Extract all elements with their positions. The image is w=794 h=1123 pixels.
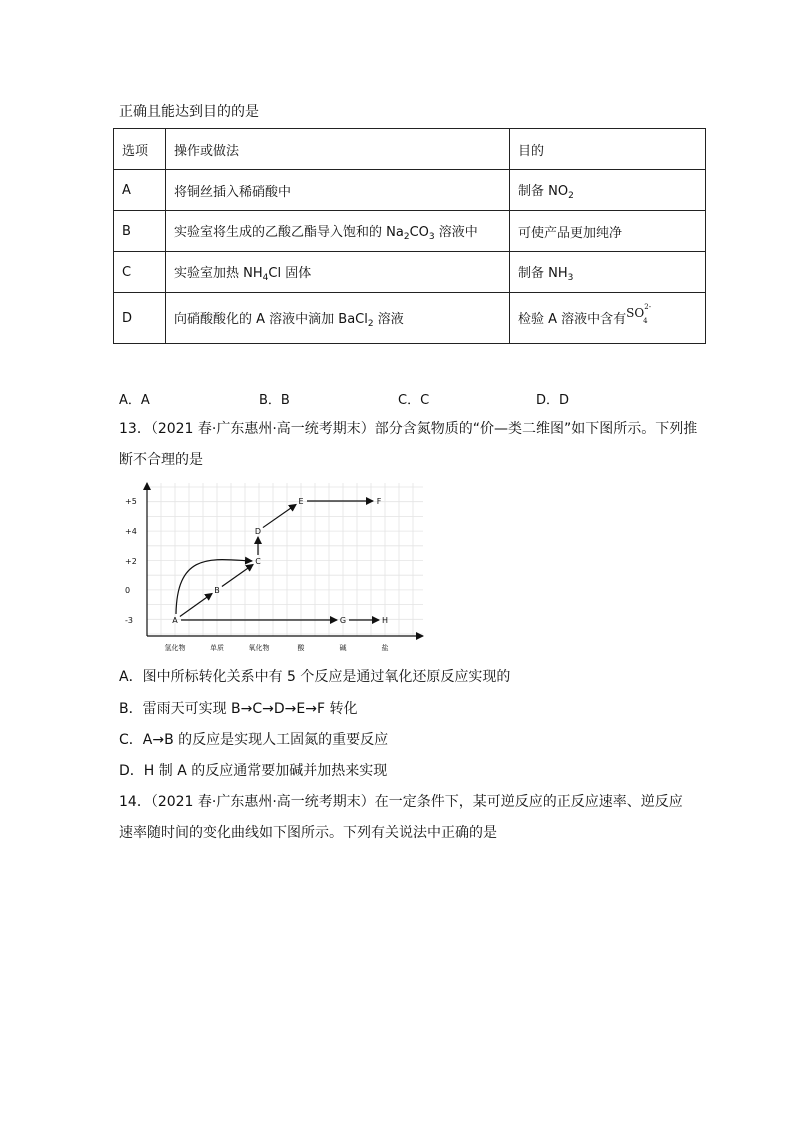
row-option: B <box>114 211 166 252</box>
row-purpose: 可使产品更加纯净 <box>510 211 706 252</box>
q14-stem-line2: 速率随时间的变化曲线如下图所示。下列有关说法中正确的是 <box>119 825 497 841</box>
row-option: A <box>114 170 166 211</box>
x-tick-label: 氢化物 <box>164 644 186 652</box>
row-operation: 向硝酸酸化的 A 溶液中滴加 BaCl$_2$ 溶液 <box>166 293 510 344</box>
y-tick-label: +4 <box>125 527 137 536</box>
options-table <box>113 128 706 344</box>
table-row <box>114 252 706 293</box>
row-option: D <box>114 293 166 344</box>
row-purpose: 制备 $NO_2$ <box>510 170 706 211</box>
point-label-C: C <box>255 557 261 566</box>
chart-ticks <box>125 497 389 652</box>
row-operation: 实验室加热 $NH_4Cl$ 固体 <box>166 252 510 293</box>
table-row <box>114 211 706 252</box>
point-label-E: E <box>298 497 304 506</box>
chart-axes <box>147 483 423 636</box>
point-label-G: G <box>339 616 347 625</box>
x-tick-label: 碱 <box>339 644 347 652</box>
point-label-H: H <box>381 616 389 625</box>
sulfate-ion: $SO^{2-}_4$ <box>626 302 652 326</box>
x-tick-label: 酸 <box>297 644 305 652</box>
question-intro: 正确且能达到目的的是 <box>119 104 259 120</box>
chart-grid <box>147 483 423 636</box>
q13-stem-line2: 断不合理的是 <box>119 452 203 468</box>
y-tick-label: +2 <box>125 557 137 566</box>
point-label-A: A <box>172 616 178 625</box>
table-row <box>114 170 706 211</box>
header-purpose: 目的 <box>510 129 706 170</box>
table-header-row <box>114 129 706 170</box>
answer-option: B．B <box>259 393 290 408</box>
valence-class-chart <box>115 478 427 656</box>
x-tick-label: 氧化物 <box>248 644 270 652</box>
answer-option: A．A <box>119 393 150 408</box>
row-option: C <box>114 252 166 293</box>
point-label-F: F <box>376 497 382 506</box>
x-tick-label: 单质 <box>210 644 224 652</box>
y-tick-label: +5 <box>125 497 137 506</box>
q14-stem-line1: 14．（2021 春·广东惠州·高一统考期末）在一定条件下，某可逆反应的正反应速率、逆反应 <box>119 794 683 810</box>
q13-option-b: B．雷雨天可实现 B→C→D→E→F 转化 <box>119 701 358 717</box>
y-tick-label: 0 <box>125 586 131 595</box>
point-label-B: B <box>214 586 220 595</box>
row-purpose: 检验 A 溶液中含有$SO^{2-}_4$ <box>510 293 706 344</box>
q13-stem-line1: 13．（2021 春·广东惠州·高一统考期末）部分含氮物质的“价—类二维图”如下图所示。下列推 <box>119 421 698 437</box>
x-tick-label: 盐 <box>381 644 389 652</box>
q13-option-c: C．A→B 的反应是实现人工固氮的重要反应 <box>119 732 389 748</box>
point-label-D: D <box>254 527 262 536</box>
table-row <box>114 293 706 344</box>
row-operation: 将铜丝插入稀硝酸中 <box>166 170 510 211</box>
row-purpose: 制备 $NH_3$ <box>510 252 706 293</box>
header-operation: 操作或做法 <box>166 129 510 170</box>
q13-option-d: D．H 制 A 的反应通常要加碱并加热来实现 <box>119 763 388 779</box>
answer-option: D．D <box>536 393 570 408</box>
row-operation: 实验室将生成的乙酸乙酯导入饱和的 $Na_2CO_3$ 溶液中 <box>166 211 510 252</box>
header-option: 选项 <box>114 129 166 170</box>
y-tick-label: -3 <box>125 616 133 625</box>
answer-option: C．C <box>398 393 430 408</box>
q13-option-a: A．图中所标转化关系中有 5 个反应是通过氧化还原反应实现的 <box>119 669 511 685</box>
